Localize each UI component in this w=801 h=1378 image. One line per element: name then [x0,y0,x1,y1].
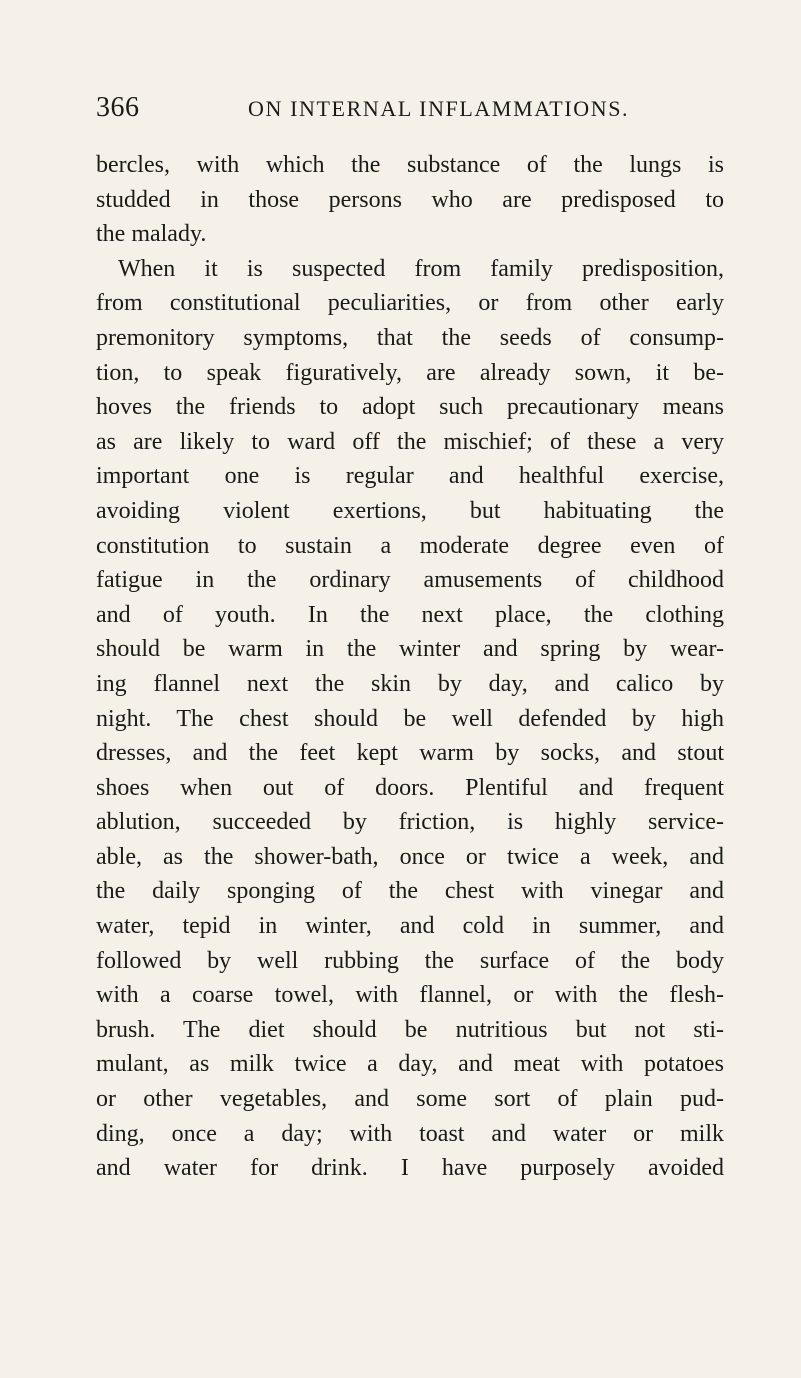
text-line: tion, to speak figuratively, are already sown, it be- [96,359,724,386]
text-line: as are likely to ward off the mischief; of these a very [96,428,724,455]
page-header [96,92,736,132]
text-line: shoes when out of doors. Plentiful and frequent [96,774,724,801]
text-line: with a coarse towel, with flannel, or with the flesh- [96,982,724,1009]
text-line: the malady. [96,221,207,248]
text-line: ablution, succeeded by friction, is highly service- [96,809,724,836]
text-line: bercles, with which the substance of the lungs is [96,152,724,178]
text-line: ing flannel next the skin by day, and calico by [96,670,724,697]
text-line: hoves the friends to adopt such precautionary means [96,394,724,421]
running-head: ON INTERNAL INFLAMMATIONS. [248,96,630,121]
text-line: important one is regular and healthful exercise, [96,463,724,490]
text-line: studded in those persons who are predisposed to [96,186,724,213]
text-line: followed by well rubbing the surface of the body [96,947,724,974]
body-text [96,148,724,1186]
text-line: able, as the shower-bath, once or twice a week, and [96,843,724,870]
text-line: or other vegetables, and some sort of plain pud- [96,1086,724,1113]
text-line: brush. The diet should be nutritious but not sti- [96,1016,724,1043]
text-line: dresses, and the feet kept warm by socks, and stout [96,740,724,767]
text-line: and water for drink. I have purposely avoided [96,1155,724,1182]
text-line: When it is suspected from family predisposition, [118,255,724,282]
text-line: mulant, as milk twice a day, and meat with potatoes [96,1051,724,1078]
text-line: should be warm in the winter and spring by wear- [96,636,724,663]
text-line: avoiding violent exertions, but habituating the [96,497,724,524]
text-line: water, tepid in winter, and cold in summer, and [96,913,724,940]
text-line: night. The chest should be well defended by high [96,705,724,732]
text-line: the daily sponging of the chest with vinegar and [96,878,724,905]
text-line: premonitory symptoms, that the seeds of consump- [96,324,724,351]
text-line: ding, once a day; with toast and water or milk [96,1120,724,1147]
page-number: 366 [96,92,140,123]
text-line: and of youth. In the next place, the clothing [96,601,724,628]
text-line: from constitutional peculiarities, or from other early [96,290,724,317]
text-line: constitution to sustain a moderate degree even of [96,532,724,559]
text-line: fatigue in the ordinary amusements of childhood [96,567,724,594]
